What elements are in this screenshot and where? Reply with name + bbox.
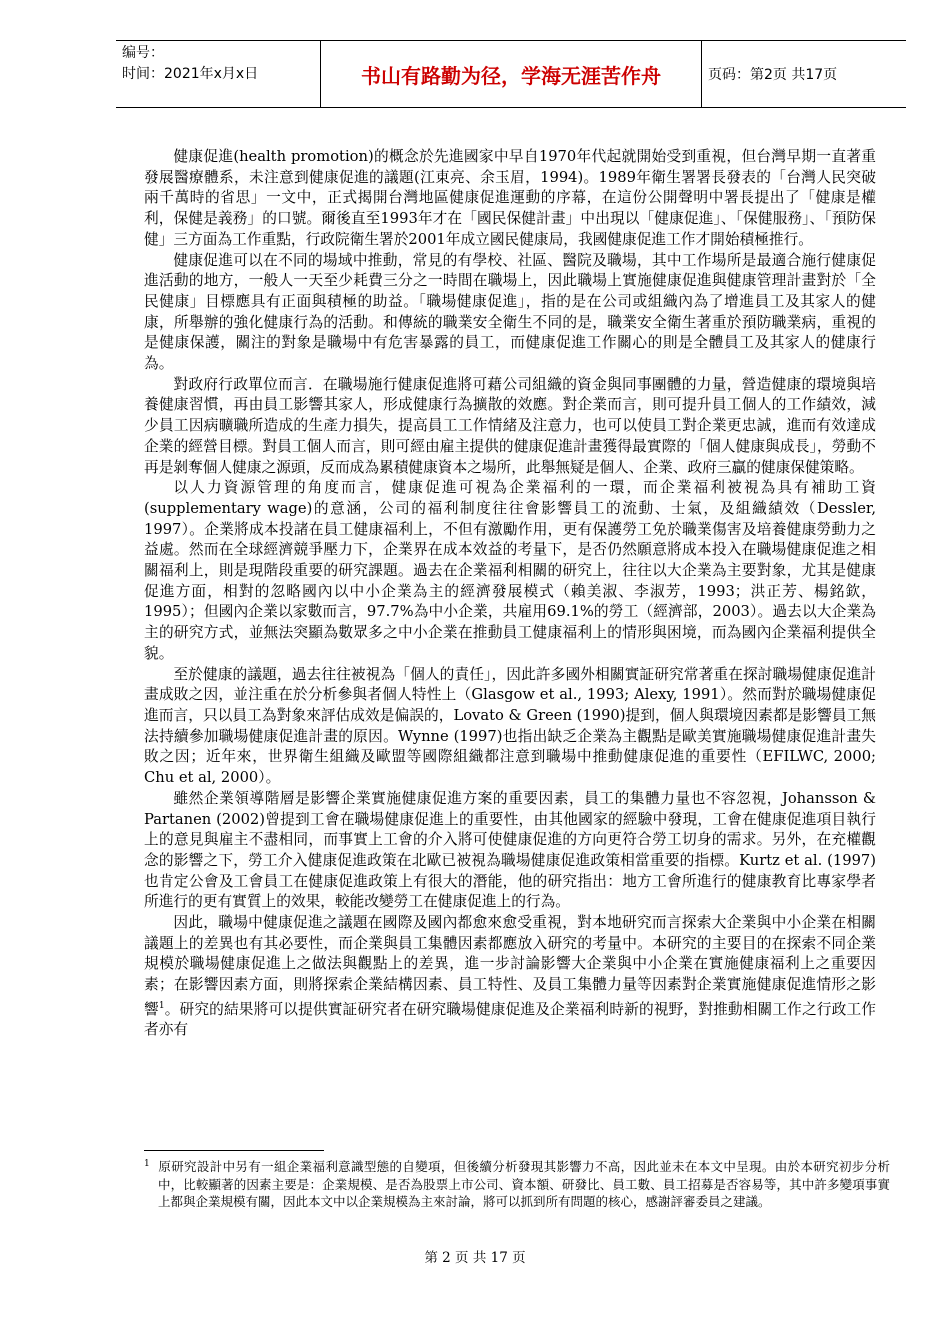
- header-meta: [116, 41, 321, 107]
- header-time: 时间：2021年x月x日: [122, 66, 259, 82]
- paragraph: [144, 913, 876, 1041]
- page-header: [116, 40, 906, 108]
- paragraph: 雖然企業領導階層是影響企業實施健康促進方案的重要因素，員工的集體力量也不容忽視，Johansson & Partanen (2002)曾提到工會在職場健康促進上的重要性，由其他國家的經驗中發現，工會在健康促進項目執行上的意見與雇主不盡相同，而事實上工會的介入將可使健康促進的方向更符合勞工切身的需求。另外，在充權觀念的影響之下，勞工介入健康促進政策在北歐已被視為職場健康促進政策相當重要的指標。Kurtz et al. (1997)也肯定公會及工會員工在健康促進政策上有很大的潛能，他的研究指出：地方工會所進行的健康教育比專家學者所進行的更有實質上的效果，較能改變勞工在健康促進上的行為。: [144, 789, 876, 911]
- footnote-mark: 1: [144, 1159, 150, 1169]
- footnote-text: 原研究設計中另有一組企業福利意識型態的自變項，但後續分析發現其影響力不高，因此並未在本文中呈現。由於本研究初步分析中，比較顯著的因素主要是：企業規模、是否為股票上市公司、資本額、研發比、員工數、員工招募是否容易等，其中許多變項事實上都與企業規模有關，因此本文中以企業規模為主來討論，將可以抓到所有問題的核心，感謝評審委員之建議。: [158, 1159, 890, 1210]
- header-page: 页码：第2页 共17页: [708, 67, 838, 83]
- footnote: [144, 1156, 890, 1211]
- paragraph-part: 因此，職場中健康促進之議題在國際及國內都愈來愈受重視，對本地研究而言探索大企業與中小企業在相關議題上的差異也有其必要性，而企業與員工集體因素都應放入研究的考量中。本研究的主要目的在探索不同企業規模於職場健康促進上之做法與觀點上的差異，進一步討論影響大企業與中小企業在實施健康福利上之重要因素；在影響因素方面，則將探索企業結構因素、員工特性、及員工集體力量等因素對企業實施健康促進情形之影響: [144, 914, 876, 1018]
- page-footer: 第 2 页 共 17 页: [424, 1250, 526, 1266]
- paragraph: 健康促進可以在不同的場域中推動，常見的有學校、社區、醫院及職場，其中工作場所是最適合施行健康促進活動的地方，一般人一天至少耗費三分之一時間在職場上，因此職場上實施健康促進與健康管理計畫對於「全民健康」目標應具有正面與積極的助益。「職場健康促進」，指的是在公司或組織內為了增進員工及其家人的健康，所舉辦的強化健康行為的活動。和傳統的職業安全衛生不同的是，職業安全衛生著重於預防職業病，重視的是健康保護，關注的對象是職場中有危害暴露的員工，而健康促進工作關心的則是全體員工及其家人的健康行為。: [144, 251, 876, 373]
- paragraph: 健康促進(health promotion)的概念於先進國家中早自1970年代起就開始受到重視，但台灣早期一直著重發展醫療體系，未注意到健康促進的議題(江東亮、余玉眉，1994)。1989年衛生署署長發表的「台灣人民突破兩千萬時的省思」一文中，正式揭開台灣地區健康促進運動的序幕，在這份公開聲明中署長提出了「健康是權利，保健是義務」的口號。爾後直至1993年才在「國民保健計畫」中出現以「健康促進」、「保健服務」、「預防保健」三方面為工作重點，行政院衛生署於2001年成立國民健康局，我國健康促進工作才開始積極推行。: [144, 148, 876, 248]
- paragraph: 對政府行政單位而言．在職場施行健康促進將可藉公司組織的資金與同事團體的力量，營造健康的環境與培養健康習慣，再由員工影響其家人，形成健康行為擴散的效應。對企業而言，則可提升員工個人的工作績效，減少員工因病曠職所造成的生產力損失，提高員工工作情緒及注意力，也可以使員工對企業更忠誠，進而有效達成企業的經營目標。對員工個人而言，則可經由雇主提供的健康促進計畫獲得最實際的「個人健康與成長」，勞動不再是剝奪個人健康之源頭，反而成為累積健康資本之場所，此舉無疑是個人、企業、政府三贏的健康保健策略。: [144, 375, 876, 476]
- document-body: [144, 147, 876, 1041]
- paragraph-part: 。研究的結果將可以提供實証研究者在研究職場健康促進及企業福利時新的視野，對推動相關工作之行政工作者亦有: [144, 1000, 876, 1039]
- footnote-divider: [144, 1150, 324, 1151]
- paragraph: 以人力資源管理的角度而言，健康促進可視為企業福利的一環，而企業福利被視為具有補助工資(supplementary wage)的意涵，公司的福利制度往往會影響員工的流動、士氣，及組織績效（Dessler, 1997）。企業將成本投諸在員工健康福利上，不但有激勵作用，更有保護勞工免於職業傷害及培養健康勞動力之益處。然而在全球經濟競爭壓力下，企業界在成本效益的考量下，是否仍然願意將成本投入在職場健康促進之相關福利上，則是現階段重要的研究課題。過去在企業福利相關的研究上，往往以大企業為主要對象，尤其是健康促進方面，相對的忽略國內以中小企業為主的經濟發展模式（賴美淑、李淑芳，1993；洪正芳、楊銘欽，1995）；但國內企業以家數而言，97.7%為中小企業，共雇用69.1%的勞工（經濟部，2003）。過去以大企業為主的研究方式，並無法突顯為數眾多之中小企業在推動員工健康福利上的情形與困境，而為國內企業福利提供全貌。: [144, 479, 876, 662]
- footnote-ref: 1: [158, 1000, 165, 1011]
- header-motto: 书山有路勤为径，学海无涯苦作舟: [321, 41, 702, 107]
- paragraph: 至於健康的議題，過去往往被視為「個人的責任」，因此許多國外相關實証研究常著重在探討職場健康促進計畫成敗之因，並注重在於分析參與者個人特性上（Glasgow et al., 1993; Alexy, 1991）。然而對於職場健康促進而言，只以員工為對象來評估成效是偏誤的，Lovato & Green (1990)提到，個人與環境因素都是影響員工無法持續參加職場健康促進計畫的原因。Wynne (1997)也指出缺乏企業為主觀點是歐美實施職場健康促進計畫失敗之因；近年來，世界衛生組織及歐盟等國際組織都注意到職場中推動健康促進的重要性（EFILWC, 2000; Chu et al, 2000）。: [144, 665, 876, 787]
- header-number: 编号：: [122, 45, 164, 61]
